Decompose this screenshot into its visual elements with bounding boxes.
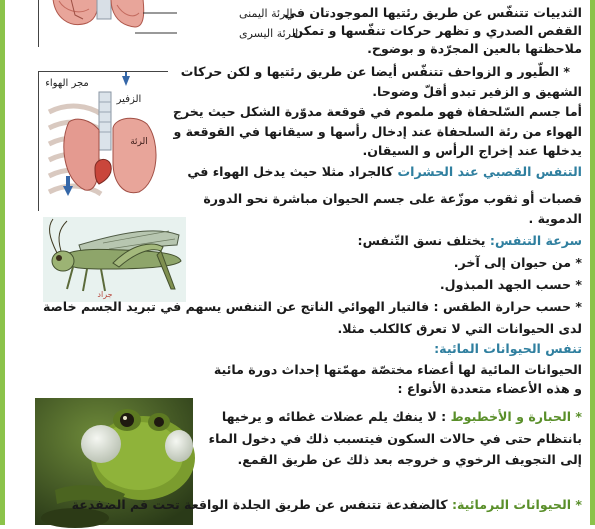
mammals-line-2: القفص الصدري و تظهر حركات تنفّسها و تمكن (292, 23, 582, 38)
grasshopper-caption: جراد (97, 290, 113, 299)
insects-line-2: قصبات أو ثقوب موزّعة على جسم الحيوان مباشرة نحو الدورة (203, 191, 582, 206)
rate-item-3: * حسب حرارة الطقس : فالتيار الهوائي الناتج عن التنفس يسهم في تبريد الجسم خاصة (42, 299, 582, 314)
birds-line-1: * الطّيور و الزواحف تتنفّس أيضا عن طريق رئتيها و لكن حركات (180, 64, 570, 79)
amphibian-line-1 (72, 496, 582, 515)
fish-heading-rest: : لا ينفك يلم عضلات غطائه و يرخيها (221, 409, 451, 424)
aquatic-line-1: الحيوانات المائية لها أعضاء مختصّة مهمّتها إحداث دورة مائية (213, 362, 582, 377)
airway-label: مجر الهواء (45, 78, 89, 89)
lungs-figure (38, 0, 299, 47)
fish-line-3: إلى التجويف الرخوي و خروجه بعد ذلك عن طريق القمع. (237, 452, 582, 467)
mammals-line-3: ملاحظتها بالعين المجرّدة و بوضوح. (367, 41, 582, 56)
fish-line-1 (222, 408, 582, 427)
fish-heading: * الحبارة و الأخطبوط (450, 409, 582, 424)
rate-line-1 (358, 232, 582, 251)
fish-line-2: بانتظام حتى في حالات السكون فيتسبب ذلك في دخول الماء (208, 431, 582, 446)
lung-left-label: الرئة اليسرى (239, 27, 299, 40)
insects-line-3: الدموية . (528, 211, 582, 226)
lungs-illustration (39, 0, 299, 48)
rate-tail: لدى الحيوانات التي لا تعرق كالكلب مثلا. (337, 321, 582, 336)
insects-heading-rest: كالجراد مثلا حيث يدخل الهواء في (187, 164, 398, 179)
turtle-line-3: يدخلها عند إخراج الرأس و السيقان. (362, 143, 582, 158)
aquatic-heading-line (434, 340, 582, 359)
chest-illustration (39, 72, 169, 212)
amphibian-heading-rest: كالضفدعة تتنفس عن طريق الجلدة الواقعة تحت فم الضفدعة (71, 497, 452, 512)
grasshopper-figure (43, 217, 186, 302)
rate-item-2: * حسب الجهد المبذول. (439, 277, 582, 292)
birds-line-2: الشهيق و الزفير تبدو أقلّ وضوحا. (372, 84, 582, 99)
turtle-line-2: الهواء من رئة السلحفاة عند إدخال رأسها و سيقانها في القوقعة و (173, 124, 582, 139)
rate-heading: سرعة التنفس: (489, 233, 582, 248)
insects-heading: التنفس القصبي عند الحشرات (397, 164, 582, 179)
aquatic-line-2: و هذه الأعضاء متعددة الأنواع : (397, 381, 582, 396)
lung-label: الرئة (130, 137, 148, 147)
turtle-line-1: أما جسم السّلحفاة فهو ملموم في قوقعة مدوّرة الشكل حيث يخرج (172, 104, 582, 119)
rate-heading-rest: يختلف نسق التّنفس: (357, 233, 490, 248)
rate-item-1: * من حيوان إلى آخر. (453, 255, 582, 270)
aquatic-heading: تنفس الحيوانات المائية: (434, 341, 582, 356)
mammals-line-1: الثدييات تتنفّس عن طريق رئتيها الموجودتان في (284, 5, 582, 20)
grasshopper-illustration (43, 217, 186, 302)
exhale-label: الزفير (116, 94, 142, 105)
lung-right-label: الرئة اليمنى (239, 7, 293, 20)
chest-cavity-figure (38, 71, 168, 211)
insects-line-1 (187, 163, 582, 182)
amphibian-heading: * الحيوانات البرمائية: (451, 497, 582, 512)
